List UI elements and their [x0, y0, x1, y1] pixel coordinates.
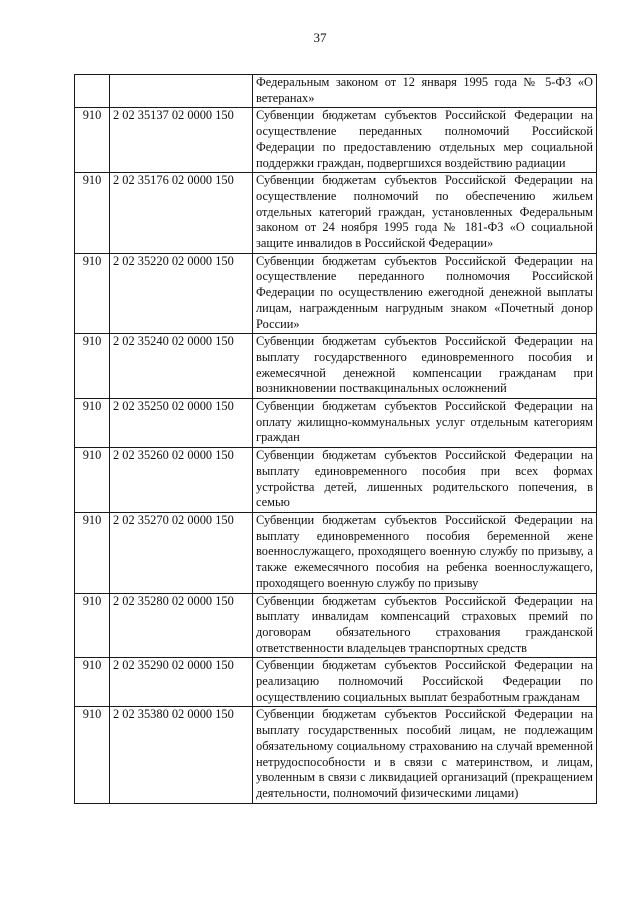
- table-row: [75, 399, 597, 448]
- table-row: [75, 707, 597, 803]
- description-cell: Субвенции бюджетам субъектов Российской Федерации на осуществление переданного полномочия Российской Федерации по осуществлению ежегодной денежной выплаты лицам, награжденным нагрудным знаком «Почетный донор России»: [253, 253, 597, 334]
- admin-code-cell: [75, 75, 110, 108]
- table-row: [75, 253, 597, 334]
- table-row: [75, 75, 597, 108]
- table-row: [75, 512, 597, 593]
- admin-code-cell: 910: [75, 173, 110, 254]
- classification-code-cell: 2 02 35380 02 0000 150: [110, 707, 253, 803]
- classification-code-cell: 2 02 35280 02 0000 150: [110, 593, 253, 658]
- admin-code-cell: 910: [75, 253, 110, 334]
- table-row: [75, 448, 597, 513]
- admin-code-cell: 910: [75, 658, 110, 707]
- description-cell: Субвенции бюджетам субъектов Российской Федерации на реализацию полномочий Российской Федерации по осуществлению социальных выплат безработным гражданам: [253, 658, 597, 707]
- classification-code-cell: 2 02 35220 02 0000 150: [110, 253, 253, 334]
- description-cell: Субвенции бюджетам субъектов Российской Федерации на выплату государственного единовременного пособия и ежемесячной денежной компенсации гражданам при возникновении поствакцинальных осложнений: [253, 334, 597, 399]
- admin-code-cell: 910: [75, 108, 110, 173]
- admin-code-cell: 910: [75, 399, 110, 448]
- description-cell: Федеральным законом от 12 января 1995 года № 5-ФЗ «О ветеранах»: [253, 75, 597, 108]
- description-cell: Субвенции бюджетам субъектов Российской Федерации на осуществление полномочий по обеспечению жильем отдельных категорий граждан, установленных Федеральным законом от 24 ноября 1995 года № 181-ФЗ «О социальной защите инвалидов в Российской Федерации»: [253, 173, 597, 254]
- table-body: [75, 75, 597, 804]
- admin-code-cell: 910: [75, 448, 110, 513]
- description-cell: Субвенции бюджетам субъектов Российской Федерации на выплату государственных пособий лицам, не подлежащим обязательному социальному страхованию на случай временной нетрудоспособности и в связи с материнством, и лицам, уволенным в связи с ликвидацией организаций (прекращением деятельности, полномочий физическими лицами): [253, 707, 597, 803]
- table-row: [75, 658, 597, 707]
- classification-code-cell: 2 02 35270 02 0000 150: [110, 512, 253, 593]
- admin-code-cell: 910: [75, 334, 110, 399]
- classification-code-cell: 2 02 35240 02 0000 150: [110, 334, 253, 399]
- table-row: [75, 334, 597, 399]
- description-cell: Субвенции бюджетам субъектов Российской Федерации на осуществление переданных полномочий Российской Федерации по предоставлению отдельных мер социальной поддержки граждан, подвергшихся воздействию радиации: [253, 108, 597, 173]
- admin-code-cell: 910: [75, 512, 110, 593]
- table-row: [75, 108, 597, 173]
- description-cell: Субвенции бюджетам субъектов Российской Федерации на выплату единовременного пособия беременной жене военнослужащего, проходящего военную службу по призыву, а также ежемесячного пособия на ребенка военнослужащего, проходящего военную службу по призыву: [253, 512, 597, 593]
- table-row: [75, 593, 597, 658]
- page-number: 37: [313, 30, 327, 45]
- classification-code-cell: 2 02 35176 02 0000 150: [110, 173, 253, 254]
- classification-code-cell: [110, 75, 253, 108]
- description-cell: Субвенции бюджетам субъектов Российской Федерации на оплату жилищно-коммунальных услуг отдельным категориям граждан: [253, 399, 597, 448]
- admin-code-cell: 910: [75, 707, 110, 803]
- classification-code-cell: 2 02 35137 02 0000 150: [110, 108, 253, 173]
- classification-code-cell: 2 02 35250 02 0000 150: [110, 399, 253, 448]
- budget-classification-table: [74, 74, 597, 804]
- table-row: [75, 173, 597, 254]
- admin-code-cell: 910: [75, 593, 110, 658]
- description-cell: Субвенции бюджетам субъектов Российской Федерации на выплату единовременного пособия при всех формах устройства детей, лишенных родительского попечения, в семью: [253, 448, 597, 513]
- description-cell: Субвенции бюджетам субъектов Российской Федерации на выплату инвалидам компенсаций страховых премий по договорам обязательного страхования гражданской ответственности владельцев транспортных средств: [253, 593, 597, 658]
- classification-code-cell: 2 02 35290 02 0000 150: [110, 658, 253, 707]
- classification-code-cell: 2 02 35260 02 0000 150: [110, 448, 253, 513]
